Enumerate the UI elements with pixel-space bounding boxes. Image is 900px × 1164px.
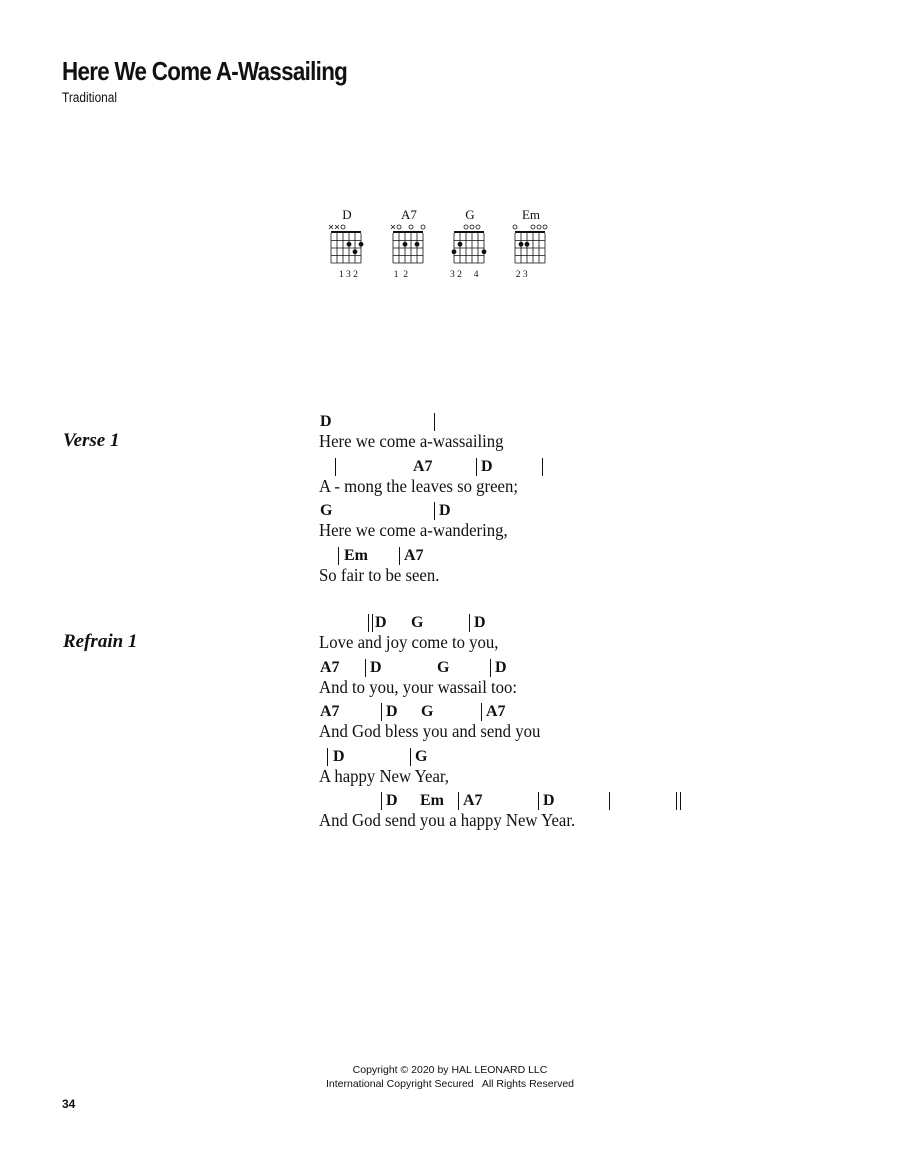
lyric-line: A happy New Year, — [319, 766, 449, 786]
chord-symbol: D — [333, 748, 345, 765]
bar-line — [327, 748, 328, 766]
open-string-marker — [464, 225, 468, 229]
chord-diagram-d — [327, 208, 371, 288]
chord-fretboard — [511, 208, 551, 268]
bar-line — [338, 547, 339, 565]
chord-symbol: A7 — [404, 547, 424, 564]
chord-symbol: Em — [420, 792, 444, 809]
bar-line — [538, 792, 539, 810]
finger-dot — [458, 242, 463, 247]
lyric-line: Here we come a-wassailing — [319, 431, 504, 451]
chord-symbol: Em — [344, 547, 368, 564]
muted-string-marker — [335, 225, 339, 229]
bar-line — [476, 458, 477, 476]
chord-symbol: G — [411, 614, 424, 631]
finger-dot — [347, 242, 352, 247]
chord-fretboard — [327, 208, 367, 268]
lyric-line: Love and joy come to you, — [319, 632, 499, 652]
copyright-line: Copyright © 2020 by HAL LEONARD LLC — [352, 1064, 548, 1076]
chord-symbol: D — [543, 792, 555, 809]
chord-symbol: G — [415, 748, 428, 765]
lyric-line: A - mong the leaves so green; — [319, 476, 518, 496]
lyric-line: And God send you a happy New Year. — [319, 810, 576, 830]
muted-string-marker — [391, 225, 395, 229]
chord-fretboard — [450, 208, 490, 268]
chord-diagram-label: Em — [521, 207, 541, 222]
open-string-marker — [421, 225, 425, 229]
open-string-marker — [409, 225, 413, 229]
bar-line — [365, 659, 366, 677]
bar-line — [490, 659, 491, 677]
rights-line: International Copyright Secured All Rights Reserved — [325, 1078, 575, 1090]
chord-symbol: A7 — [463, 792, 483, 809]
lyric-line: So fair to be seen. — [319, 565, 440, 585]
chord-diagram-a7 — [389, 208, 433, 288]
chord-fretboard — [389, 208, 429, 268]
bar-line — [469, 614, 470, 632]
chord-diagram-g — [450, 208, 494, 288]
fretboard-nut — [331, 231, 361, 233]
fretboard-nut — [393, 231, 423, 233]
finger-dot — [482, 249, 487, 254]
open-string-marker — [513, 225, 517, 229]
muted-string-marker — [329, 225, 333, 229]
chord-symbol: D — [370, 659, 382, 676]
chord-symbol: A7 — [413, 458, 433, 475]
bar-line — [609, 792, 610, 810]
chord-symbol: D — [495, 659, 507, 676]
bar-line — [434, 502, 435, 520]
bar-line — [542, 458, 543, 476]
chord-fingering: 1 3 2 — [327, 270, 358, 280]
bar-line — [381, 792, 382, 810]
bar-line — [399, 547, 400, 565]
open-string-marker — [476, 225, 480, 229]
fretboard-nut — [515, 231, 545, 233]
chord-fingering: 1 2 — [389, 270, 408, 280]
open-string-marker — [341, 225, 345, 229]
chord-symbol: D — [320, 413, 332, 430]
finger-dot — [519, 242, 524, 247]
final-double-bar-line — [676, 792, 681, 810]
double-bar-line — [368, 614, 373, 632]
page-number: 34 — [62, 1097, 76, 1111]
chord-symbol: A7 — [320, 659, 340, 676]
chord-symbol: D — [439, 502, 451, 519]
chord-diagram-label: G — [465, 207, 475, 222]
bar-line — [481, 703, 482, 721]
lyric-line: And to you, your wassail too: — [319, 677, 518, 697]
finger-dot — [353, 249, 358, 254]
song-title: Here We Come A-Wassailing — [62, 56, 348, 86]
chord-symbol: D — [386, 792, 398, 809]
bar-line — [335, 458, 336, 476]
open-string-marker — [397, 225, 401, 229]
finger-dot — [359, 242, 364, 247]
chord-symbol: G — [437, 659, 450, 676]
finger-dot — [525, 242, 530, 247]
bar-line — [381, 703, 382, 721]
chord-symbol: A7 — [320, 703, 340, 720]
open-string-marker — [470, 225, 474, 229]
bar-line — [410, 748, 411, 766]
finger-dot — [452, 249, 457, 254]
open-string-marker — [543, 225, 547, 229]
lyric-line: Here we come a-wandering, — [319, 520, 508, 540]
lyric-line: And God bless you and send you — [319, 721, 541, 741]
chord-diagram-em — [511, 208, 555, 288]
song-subtitle: Traditional — [62, 90, 118, 105]
open-string-marker — [537, 225, 541, 229]
chord-diagram-label: A7 — [401, 207, 417, 222]
section-label-verse: Verse 1 — [63, 430, 120, 451]
section-label-refrain: Refrain 1 — [63, 631, 138, 652]
chord-symbol: D — [375, 614, 387, 631]
chord-diagram-label: D — [342, 207, 352, 222]
finger-dot — [415, 242, 420, 247]
chord-fingering: 3 2 4 — [450, 270, 479, 280]
chord-symbol: D — [481, 458, 493, 475]
bar-line — [458, 792, 459, 810]
open-string-marker — [531, 225, 535, 229]
chord-symbol: A7 — [486, 703, 506, 720]
copyright-notice — [0, 1063, 900, 1091]
fretboard-nut — [454, 231, 484, 233]
chord-symbol: D — [474, 614, 486, 631]
bar-line — [434, 413, 435, 431]
chord-symbol: G — [421, 703, 434, 720]
chord-symbol: D — [386, 703, 398, 720]
chord-symbol: G — [320, 502, 333, 519]
finger-dot — [403, 242, 408, 247]
chord-fingering: 2 3 — [511, 270, 528, 280]
